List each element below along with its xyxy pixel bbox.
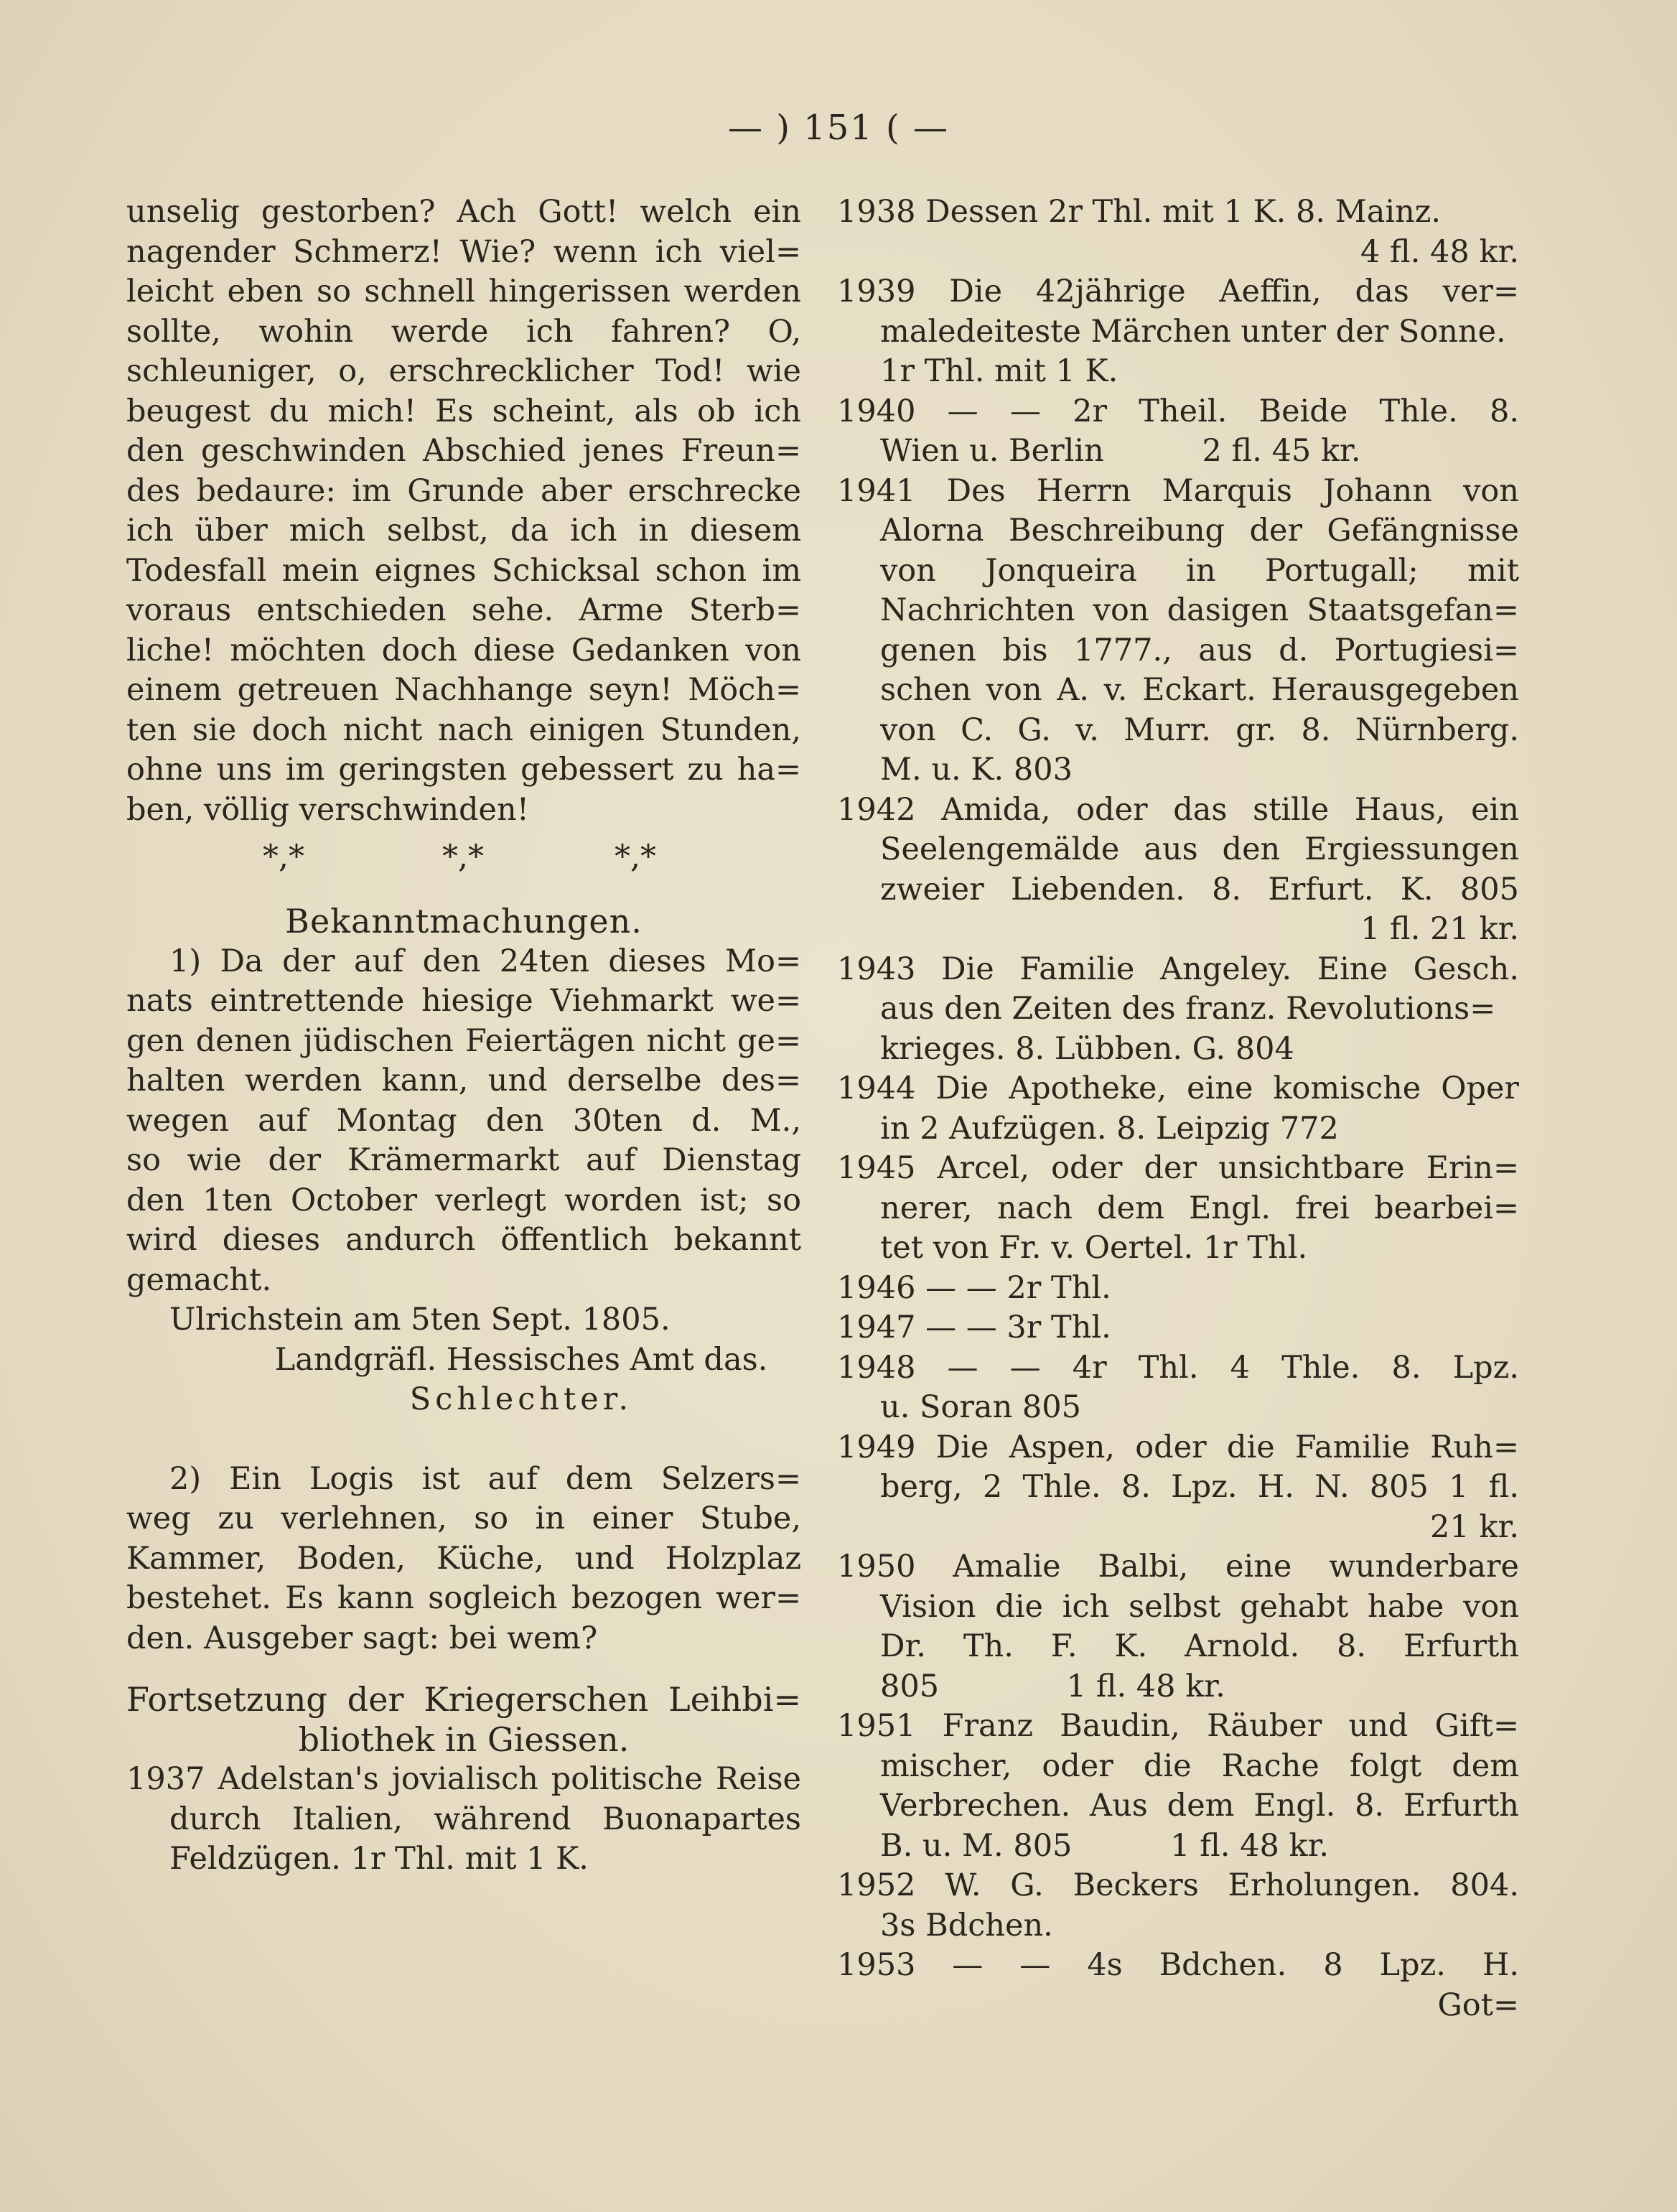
text-line: halten werden kann, und derselbe des= — [126, 1063, 801, 1098]
catalog-line: 1950 Amalie Balbi, eine wunderbare — [837, 1549, 1519, 1585]
asterism: *,* — [263, 839, 304, 875]
text-line: schleuniger, o, erschrecklicher Tod! wie — [126, 353, 801, 389]
catalog-line: 1947 — — 3r Thl. — [837, 1310, 1111, 1345]
text-line: ben, völlig verschwinden! — [126, 791, 529, 828]
catalog-line: von Jonqueira in Portugall; mit — [880, 552, 1519, 589]
text-line: gen denen jüdischen Feiertägen nicht ge= — [126, 1022, 801, 1059]
text-line: ohne uns im geringsten gebessert zu ha= — [126, 752, 801, 788]
catalog-line: 1938 Dessen 2r Thl. mit 1 K. 8. Mainz. — [837, 194, 1442, 230]
catalog-line: 805 1 fl. 48 kr. — [880, 1668, 1225, 1704]
text-line: bestehet. Es kann sogleich bezogen wer= — [126, 1580, 801, 1616]
asterism: *,* — [615, 839, 656, 875]
catalog-line: B. u. M. 805 1 fl. 48 kr. — [880, 1827, 1330, 1864]
notice-1 — [126, 942, 801, 1420]
text-line: wird dieses andurch öffentlich bekannt — [126, 1222, 801, 1258]
text-line: Kammer, Boden, Küche, und Holzplaz — [126, 1540, 801, 1577]
text-line: durch Italien, während Buonapartes — [169, 1801, 801, 1837]
text-line: gemacht. — [126, 1261, 272, 1298]
catalog-line: in 2 Aufzügen. 8. Leipzig 772 — [880, 1110, 1339, 1147]
catalog-line: 1942 Amida, oder das stille Haus, ein — [837, 791, 1519, 828]
asterism: *,* — [442, 839, 484, 875]
text-line: sollte, wohin werde ich fahren? O, — [126, 313, 801, 350]
catalog-line: 1940 — — 2r Theil. Beide Thle. 8. — [837, 393, 1519, 429]
catalog-line: maledeiteste Märchen unter der Sonne. — [880, 313, 1506, 350]
catalog-line: 21 kr. — [1430, 1508, 1519, 1545]
catalog-line: 1939 Die 42jährige Aeffin, das ver= — [837, 274, 1519, 309]
text-line: Feldzügen. 1r Thl. mit 1 K. — [169, 1841, 589, 1877]
text-line: 1) Da der auf den 24ten dieses Mo= — [169, 943, 801, 979]
catalog-line: 1948 — — 4r Thl. 4 Thle. 8. Lpz. — [837, 1349, 1519, 1386]
text-line: einem getreuen Nachhange seyn! Möch= — [126, 672, 801, 708]
text-line: so wie der Krämermarkt auf Dienstag — [126, 1142, 801, 1178]
place-date: Ulrichstein am 5ten Sept. 1805. — [169, 1302, 671, 1338]
catalog-line: u. Soran 805 — [880, 1389, 1082, 1425]
catalog-line: nerer, nach dem Engl. frei bearbei= — [880, 1190, 1519, 1226]
asterism-divider — [126, 830, 801, 880]
notice-2 — [126, 1460, 801, 1659]
catalog-entry-1937 — [126, 1760, 801, 1880]
section-heading: Bekanntmachungen. — [285, 902, 643, 941]
text-line: voraus entschieden sehe. Arme Sterb= — [126, 592, 801, 628]
text-line: bliothek in Giessen. — [298, 1719, 630, 1759]
left-column — [126, 192, 801, 1880]
catalog-line: 1949 Die Aspen, oder die Familie Ruh= — [837, 1429, 1519, 1465]
catalog-line: 1951 Franz Baudin, Räuber und Gift= — [837, 1708, 1519, 1744]
text-line: 1937 Adelstan's jovialisch politische Reise — [126, 1761, 801, 1797]
text-line: Fortsetzung der Kriegerschen Leihbi= — [126, 1680, 801, 1719]
catalog-line: 1944 Die Apotheke, eine komische Oper — [837, 1070, 1519, 1106]
catalog-line: 1953 — — 4s Bdchen. 8 Lpz. H. — [837, 1947, 1519, 1983]
catalog-line: schen von A. v. Eckart. Herausgegeben — [880, 672, 1519, 708]
catalog-line: von C. G. v. Murr. gr. 8. Nürnberg. — [880, 711, 1519, 748]
text-line: wegen auf Montag den 30ten d. M., — [126, 1102, 801, 1139]
text-line: nagender Schmerz! Wie? wenn ich viel= — [126, 233, 801, 270]
right-column — [837, 192, 1519, 2025]
text-line: weg zu verlehnen, so in einer Stube, — [126, 1501, 801, 1536]
text-line: den 1ten October verlegt worden ist; so — [126, 1182, 801, 1218]
text-line: ten sie doch nicht nach einigen Stunden, — [126, 711, 801, 748]
signature-office: Landgräfl. Hessisches Amt das. — [274, 1341, 768, 1378]
page-header: — ) 151 ( — — [727, 108, 950, 148]
catalog-line: Dr. Th. F. K. Arnold. 8. Erfurth — [880, 1628, 1519, 1664]
catalog-line: Got= — [1437, 1987, 1519, 2023]
catalog-line: 1941 Des Herrn Marquis Johann von — [837, 472, 1519, 509]
text-line: den. Ausgeber sagt: bei wem? — [126, 1620, 598, 1656]
text-line: ich über mich selbst, da ich in diesem — [126, 513, 801, 549]
text-line: Todesfall mein eignes Schicksal schon im — [126, 552, 801, 589]
text-line: leicht eben so schnell hingerissen werden — [126, 274, 801, 309]
catalog-line: Verbrechen. Aus dem Engl. 8. Erfurth — [880, 1788, 1519, 1824]
text-line: den geschwinden Abschied jenes Freun= — [126, 433, 801, 469]
library-heading — [126, 1680, 801, 1760]
catalog-line: Wien u. Berlin 2 fl. 45 kr. — [880, 433, 1361, 469]
text-line: des bedaure: im Grunde aber erschrecke — [126, 472, 801, 509]
catalog-line: berg, 2 Thle. 8. Lpz. H. N. 805 1 fl. — [880, 1469, 1519, 1505]
catalog-line: 1946 — — 2r Thl. — [837, 1269, 1111, 1306]
catalog-line: krieges. 8. Lübben. G. 804 — [880, 1030, 1294, 1067]
text-line: nats eintrettende hiesige Viehmarkt we= — [126, 983, 801, 1019]
catalog-line: 1952 W. G. Beckers Erholungen. 804. — [837, 1867, 1519, 1903]
text-line: beugest du mich! Es scheint, als ob ich — [126, 393, 801, 429]
catalog-line: Seelengemälde aus den Ergiessungen — [880, 831, 1519, 867]
catalog-line: 1r Thl. mit 1 K. — [880, 353, 1118, 389]
essay-paragraph — [126, 192, 801, 830]
catalog-line: M. u. K. 803 — [880, 752, 1073, 788]
catalog-line: Nachrichten von dasigen Staatsgefan= — [880, 592, 1519, 628]
catalog-line: Alorna Beschreibung der Gefängnisse — [880, 513, 1519, 549]
catalog-line: 1 fl. 21 kr. — [1360, 911, 1519, 947]
signature-name: Schlechter. — [409, 1381, 633, 1417]
text-line: unselig gestorben? Ach Gott! welch ein — [126, 194, 801, 230]
text-line: 2) Ein Logis ist auf dem Selzers= — [169, 1460, 801, 1497]
catalog-line: zweier Liebenden. 8. Erfurt. K. 805 — [880, 871, 1519, 907]
catalog-line: 1945 Arcel, oder der unsichtbare Erin= — [837, 1150, 1519, 1186]
catalog-line: Vision die ich selbst gehabt habe von — [880, 1588, 1519, 1625]
catalog-line: genen bis 1777., aus d. Portugiesi= — [880, 632, 1519, 668]
catalog-line: mischer, oder die Rache folgt dem — [880, 1747, 1519, 1784]
catalog-line: 3s Bdchen. — [880, 1907, 1053, 1943]
catalog-line: tet von Fr. v. Oertel. 1r Thl. — [880, 1230, 1308, 1266]
catalog-line: 4 fl. 48 kr. — [1360, 233, 1519, 270]
catalog-line: 1943 Die Familie Angeley. Eine Gesch. — [837, 951, 1519, 987]
text-line: liche! möchten doch diese Gedanken von — [126, 632, 801, 668]
catalog-line: aus den Zeiten des franz. Revolutions= — [880, 991, 1496, 1027]
